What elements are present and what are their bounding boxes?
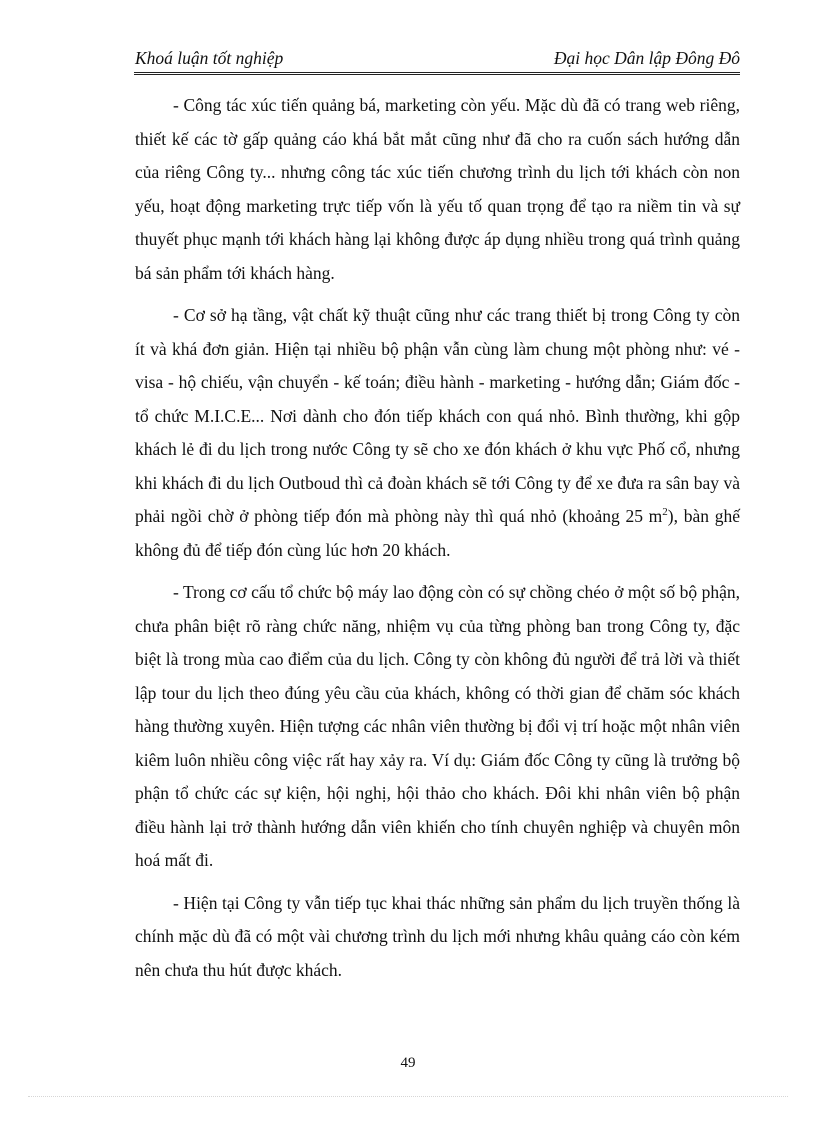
document-body <box>135 89 740 996</box>
header-divider <box>134 72 740 75</box>
paragraph-organization: - Trong cơ cấu tổ chức bộ máy lao động còn có sự chồng chéo ở một số bộ phận, chưa phân biệt rõ ràng chức năng, nhiệm vụ của từng phòng ban trong Công ty, đặc biệt là trong mùa cao điểm của du lịch. Công ty còn không đủ người để trả lời và thiết lập tour du lịch theo đúng yêu cầu của khách, không có thời gian để chăm sóc khách hàng thường xuyên. Hiện tượng các nhân viên thường bị đổi vị trí hoặc một nhân viên kiêm luôn nhiều công việc rất hay xảy ra. Ví dụ: Giám đốc Công ty cũng là trưởng bộ phận tổ chức các sự kiện, hội nghị, hội thảo cho khách. Đôi khi nhân viên bộ phận điều hành lại trở thành hướng dẫn viên khiến cho tính chuyên nghiệp và chuyên môn hoá mất đi. <box>135 582 740 870</box>
paragraph-infrastructure <box>135 299 740 567</box>
superscript-squared: 2 <box>662 506 668 519</box>
paragraph-infrastructure-text-end: ), bàn ghế không đủ để tiếp đón cùng lúc hơn 20 khách. <box>135 506 740 560</box>
page-number: 49 <box>400 1055 416 1071</box>
header-thesis-title: Khoá luận tốt nghiệp <box>135 48 284 68</box>
paragraph-infrastructure-text: - Cơ sở hạ tầng, vật chất kỹ thuật cũng như các trang thiết bị trong Công ty còn ít và khá đơn giản. Hiện tại nhiều bộ phận vẫn cùng làm chung một phòng như: vé - visa - hộ chiếu, vận chuyển - kế toán; điều hành - marketing - hướng dẫn; Giám đốc - tổ chức M.I.C.E... Nơi dành cho đón tiếp khách con quá nhỏ. Bình thường, khi gộp khách lẻ đi du lịch trong nước Công ty sẽ cho xe đón khách ở khu vực Phố cổ, nhưng khi khách đi du lịch Outboud thì cả đoàn khách sẽ tới Công ty để xe đưa ra sân bay và phải ngồi chờ ở phòng tiếp đón mà phòng này thì quá nhỏ (khoảng 25 m <box>135 305 740 526</box>
paragraph-marketing: - Công tác xúc tiến quảng bá, marketing còn yếu. Mặc dù đã có trang web riêng, thiết kế các tờ gấp quảng cáo khá bắt mắt cũng như đã cho ra cuốn sách hướng dẫn của riêng Công ty... nhưng công tác xúc tiến chương trình du lịch tới khách còn non yếu, hoạt động marketing trực tiếp vốn là yếu tố quan trọng để tạo ra niềm tin và sự thuyết phục mạnh tới khách hàng lại không được áp dụng nhiều trong quá trình quảng bá sản phẩm tới khách hàng. <box>135 95 740 283</box>
header-university-name: Đại học Dân lập Đông Đô <box>553 48 740 68</box>
page-bottom-dotted-line <box>28 1096 788 1097</box>
page-header <box>135 48 740 72</box>
paragraph-products: - Hiện tại Công ty vẫn tiếp tục khai thác những sản phẩm du lịch truyền thống là chính mặc dù đã có một vài chương trình du lịch mới nhưng khâu quảng cáo còn kém nên chưa thu hút được khách. <box>135 892 740 980</box>
